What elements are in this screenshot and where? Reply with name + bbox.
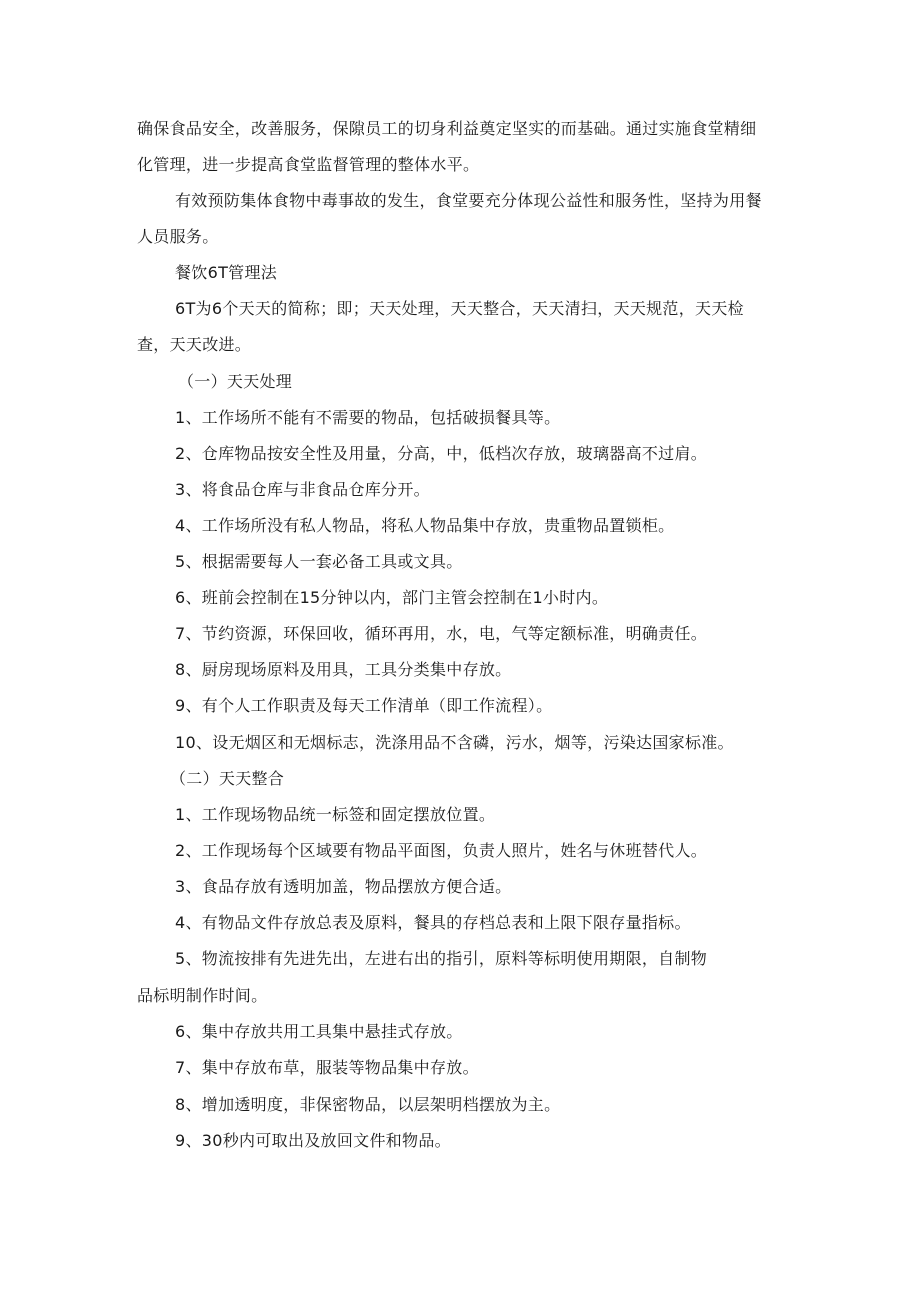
text-line: 查，天天改进。 — [137, 335, 252, 354]
section-heading: 餐饮6T管理法 — [175, 263, 278, 282]
list-item: 9、有个人工作职责及每天工作清单（即工作流程）。 — [175, 696, 553, 715]
text-line: 6T为6个天天的简称；即；天天处理，天天整合，天天清扫，天天规范，天天检 — [175, 299, 744, 318]
list-item: 3、食品存放有透明加盖，物品摆放方便合适。 — [175, 877, 512, 896]
list-item: 1、工作现场物品统一标签和固定摆放位置。 — [175, 805, 496, 824]
list-item: 4、有物品文件存放总表及原料，餐具的存档总表和上限下限存量指标。 — [175, 913, 691, 932]
list-item: 2、仓库物品按安全性及用量，分高，中，低档次存放，玻璃器高不过肩。 — [175, 444, 708, 463]
list-item: 10、设无烟区和无烟标志，洗涤用品不含磷，污水，烟等，污染达国家标准。 — [175, 733, 734, 752]
list-item: 7、节约资源，环保回收，循环再用，水，电，气等定额标准，明确责任。 — [175, 624, 708, 643]
subsection-heading: （一）天天处理 — [178, 372, 293, 391]
list-item: 6、班前会控制在15分钟以内，部门主管会控制在1小时内。 — [175, 588, 609, 607]
list-item: 2、工作现场每个区域要有物品平面图，负责人照片，姓名与休班替代人。 — [175, 841, 708, 860]
list-item: 9、30秒内可取出及放回文件和物品。 — [175, 1131, 451, 1150]
list-item: 5、物流按排有先进先出，左进右出的指引，原料等标明使用期限，自制物 — [175, 949, 708, 968]
list-item: 5、根据需要每人一套必备工具或文具。 — [175, 552, 463, 571]
list-item: 1、工作场所不能有不需要的物品，包括破损餐具等。 — [175, 408, 561, 427]
list-item: 3、将食品仓库与非食品仓库分开。 — [175, 480, 430, 499]
list-item: 6、集中存放共用工具集中悬挂式存放。 — [175, 1022, 463, 1041]
text-line: 有效预防集体食物中毒事故的发生，食堂要充分体现公益性和服务性，坚持为用餐 — [175, 191, 762, 210]
list-item: 8、厨房现场原料及用具，工具分类集中存放。 — [175, 660, 512, 679]
text-line: 人员服务。 — [137, 227, 219, 246]
list-item: 7、集中存放布草，服装等物品集中存放。 — [175, 1058, 479, 1077]
list-item: 4、工作场所没有私人物品，将私人物品集中存放，贵重物品置锁柜。 — [175, 516, 675, 535]
list-item: 8、增加透明度，非保密物品，以层架明档摆放为主。 — [175, 1095, 561, 1114]
text-line: 确保食品安全，改善服务，保隙员工的切身利益奠定坚实的而基础。通过实施食堂精细 — [137, 119, 757, 138]
text-line: 化管理，进一步提高食堂监督管理的整体水平。 — [137, 155, 480, 174]
text-line: 品标明制作时间。 — [137, 986, 268, 1005]
subsection-heading: （二）天天整合 — [170, 769, 285, 788]
